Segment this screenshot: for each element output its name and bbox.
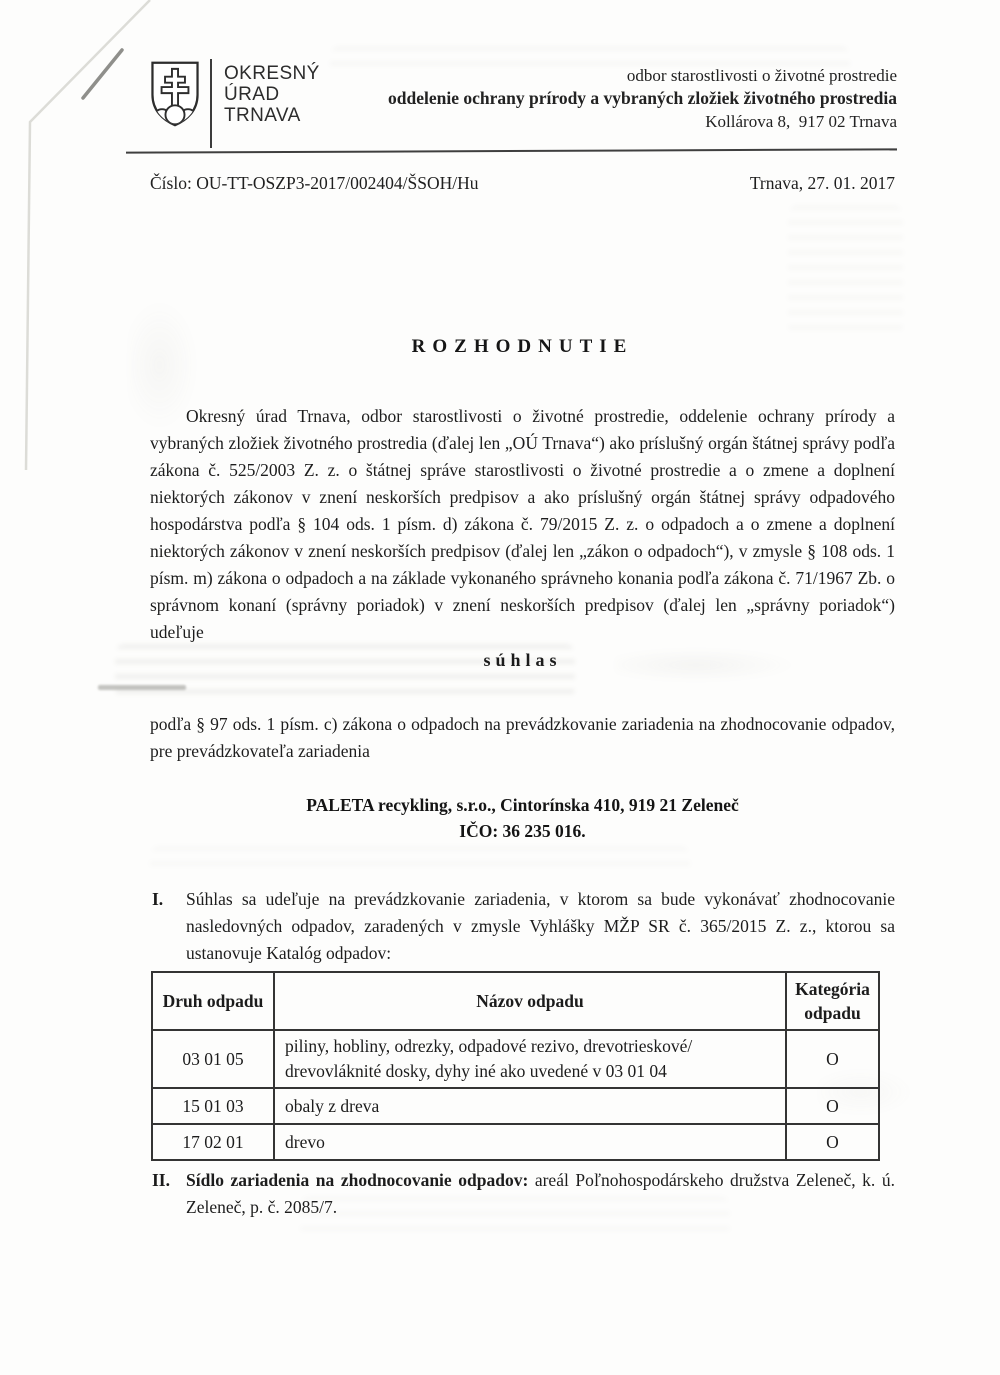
intro-paragraph: Okresný úrad Trnava, odbor starostlivosti o životné prostredie, oddelenie ochrany prírody a vybraných zložiek životného prostredia (ďalej len „OÚ Trnava“) ako príslušný orgán štátnej správy podľa zákona č. 525/2003 Z. z. o štátnej správe starostlivosti o životné prostredie a o zmene a doplnení niektorých zákonov v znení neskorších predpisov a ako príslušný orgán štátnej správy odpadového hospodárstva podľa § 104 ods. 1 písm. d) zákona č. 79/2015 Z. z. o odpadoch a o zmene a doplnení niektorých zákonov v znení neskorších predpisov (ďalej len „zákon o odpadoch“), v zmysle § 108 ods. 1 písm. m) zákona o odpadoch a na základe vykonaného správneho konania podľa zákona č. 71/1967 Zb. o správnom konaní (správny poriadok) v znení neskorších predpisov (ďalej len „správny poriadok“) udeľuje <box>150 406 895 642</box>
recipient-block <box>150 792 895 844</box>
reference-row <box>150 173 895 194</box>
table-header-row <box>152 972 879 1030</box>
col-header-nazov: Názov odpadu <box>274 972 786 1030</box>
col-header-druh: Druh odpadu <box>152 972 274 1030</box>
scan-streak <box>98 685 186 690</box>
section-2-body: areál Poľnohospodárskeho družstva Zeleneč, k. ú. Zeleneč, p. č. 2085/7. <box>186 1170 895 1217</box>
section-1-label: I. <box>152 889 164 909</box>
department-line2: oddelenie ochrany prírody a vybraných zložiek životného prostredia <box>388 88 897 108</box>
waste-name: drevo <box>274 1124 786 1160</box>
document-title: ROZHODNUTIE <box>411 336 634 357</box>
waste-name: obaly z dreva <box>274 1088 786 1124</box>
office-name-line: OKRESNÝ <box>224 63 320 84</box>
waste-category: O <box>786 1030 879 1088</box>
waste-category: O <box>786 1124 879 1160</box>
office-address: Kollárova 8, 917 02 Trnava <box>705 112 897 131</box>
section-2-label: II. <box>152 1170 170 1190</box>
waste-code: 03 01 05 <box>152 1030 274 1088</box>
department-line1: odbor starostlivosti o životné prostredie <box>626 66 897 85</box>
subject-heading: súhlas <box>483 650 562 670</box>
consent-paragraph: podľa § 97 ods. 1 písm. c) zákona o odpadoch na prevádzkovanie zariadenia na zhodnocovanie odpadov, pre prevádzkovateľa zariadenia <box>150 714 895 761</box>
section-2 <box>152 1167 895 1221</box>
letterhead-rule <box>126 148 897 153</box>
recipient-ico: IČO: 36 235 016. <box>459 821 586 841</box>
department-block <box>300 64 897 133</box>
slovak-coat-of-arms-icon <box>149 60 201 128</box>
section-1 <box>152 886 895 967</box>
file-number: Číslo: OU-TT-OSZP3-2017/002404/ŠSOH/Hu <box>150 173 479 193</box>
section-2-text <box>186 1167 895 1221</box>
waste-name: piliny, hobliny, odrezky, odpadové rezivo, drevotrieskové/ drevovláknité dosky, dyhy iné ako uvedené v 03 01 04 <box>274 1030 786 1088</box>
scan-smudge <box>788 205 903 335</box>
table-row <box>152 1124 879 1160</box>
place-and-date: Trnava, 27. 01. 2017 <box>749 173 895 193</box>
waste-code: 17 02 01 <box>152 1124 274 1160</box>
col-header-kategoria: Kategória odpadu <box>786 972 879 1030</box>
recipient-company: PALETA recykling, s.r.o., Cintorínska 410, 919 21 Zeleneč <box>306 795 739 815</box>
table-row <box>152 1088 879 1124</box>
scan-smudge <box>150 846 690 876</box>
section-1-text: Súhlas sa udeľuje na prevádzkovanie zariadenia, v ktorom sa bude vykonávať zhodnocovanie nasledovných odpadov, zaradených v zmysle Vyhlášky MŽP SR č. 365/2015 Z. z., ktorou sa ustanovuje Katalóg odpadov: <box>186 889 895 963</box>
table-row <box>152 1030 879 1088</box>
section-2-heading: Sídlo zariadenia na zhodnocovanie odpadov: <box>186 1170 529 1190</box>
office-name-line: TRNAVA <box>224 105 301 126</box>
letterhead-divider <box>210 59 212 148</box>
office-name-line: ÚRAD <box>224 84 280 105</box>
waste-category: O <box>786 1088 879 1124</box>
waste-catalog-table <box>151 971 880 1161</box>
waste-code: 15 01 03 <box>152 1088 274 1124</box>
